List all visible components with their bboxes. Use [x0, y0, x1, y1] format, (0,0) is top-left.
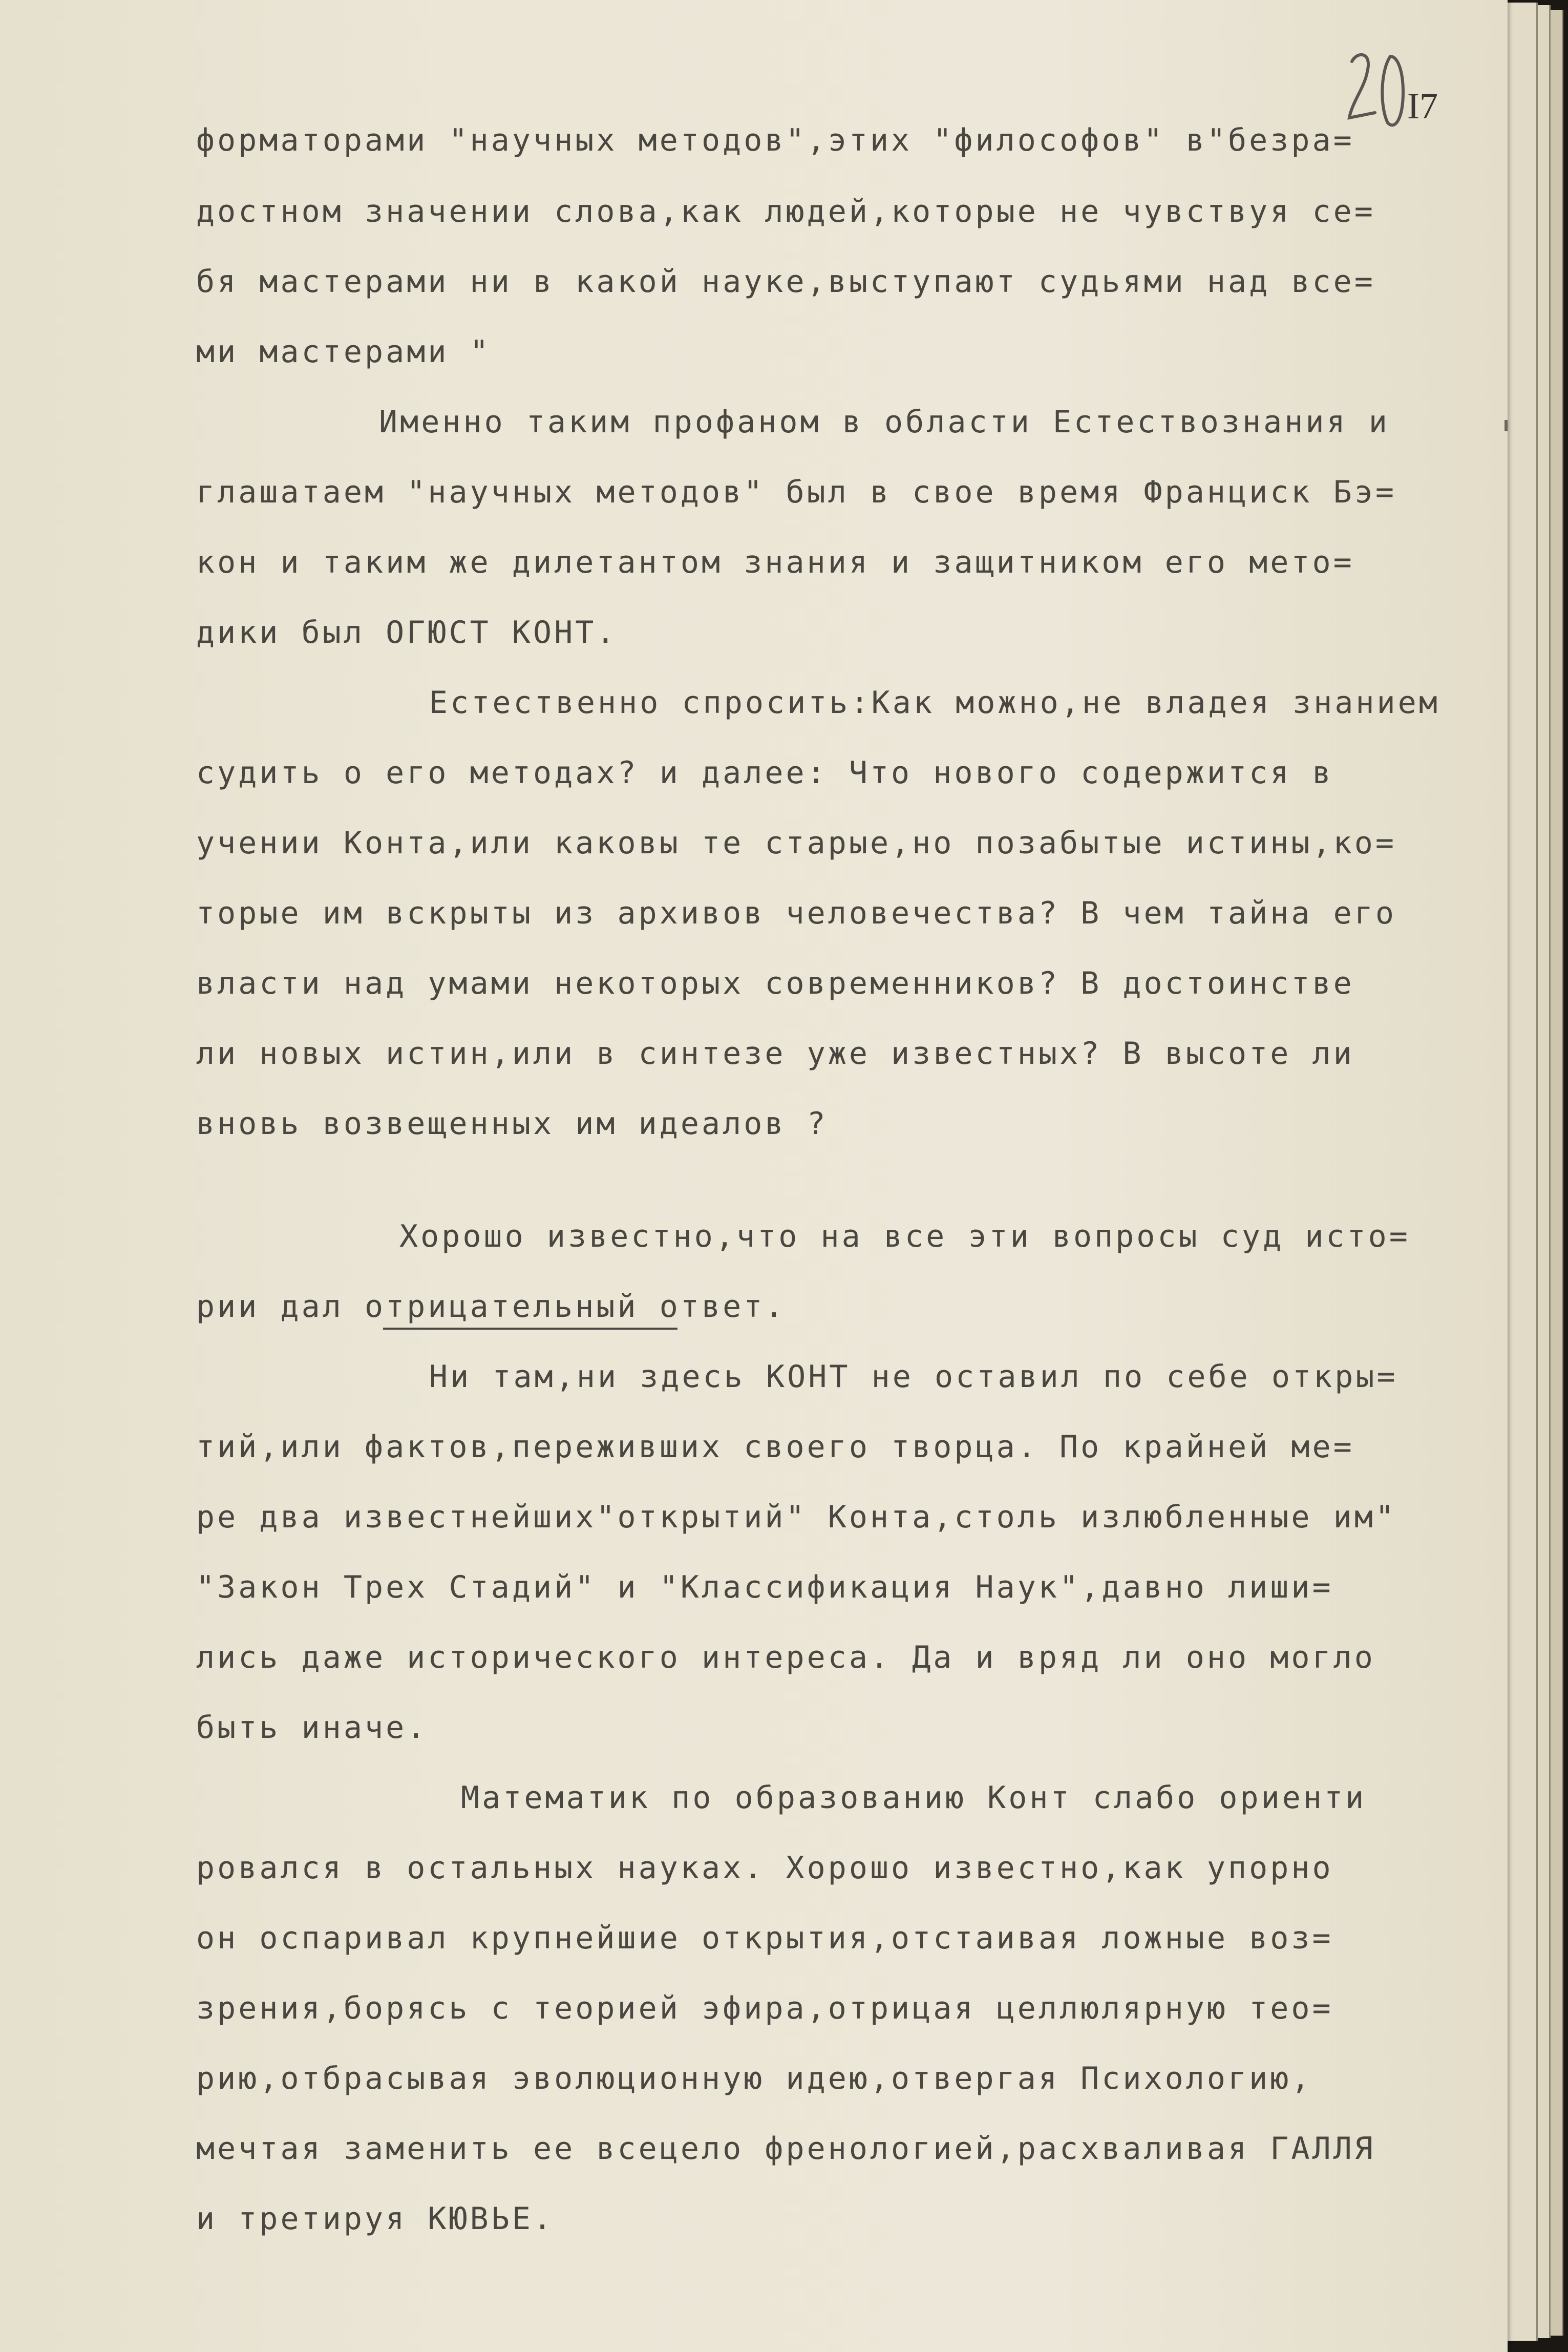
- page-number: I7: [1407, 86, 1438, 127]
- margin-mark: [1505, 420, 1508, 431]
- text-line: он оспаривал крупнейшие открытия,отстаивая ложные воз=: [196, 1920, 1333, 1956]
- text-line: "Закон Трех Стадий" и "Классификация Наук",давно лиши=: [196, 1569, 1333, 1605]
- text-line: Математик по образованию Конт слабо ориенти: [461, 1780, 1367, 1816]
- text-line: Ни там,ни здесь КОНТ не оставил по себе откры=: [429, 1359, 1398, 1395]
- text-line: власти над умами некоторых современников? В достоинстве: [196, 965, 1354, 1001]
- text-line: учении Конта,или каковы те старые,но позабытые истины,ко=: [196, 825, 1397, 861]
- text-line: мечтая заменить ее всецело френологией,расхваливая ГАЛЛЯ: [196, 2131, 1375, 2167]
- text-line: бя мастерами ни в какой науке,выступают судьями над все=: [196, 264, 1375, 300]
- text-line: рии дал отрицательный ответ.: [196, 1289, 786, 1325]
- text-line: Хорошо известно,что на все эти вопросы суд исто=: [399, 1219, 1410, 1254]
- text-line: и третируя КЮВЬЕ.: [196, 2201, 555, 2237]
- text-line: ми мастерами ": [196, 334, 491, 370]
- text-line: глашатаем "научных методов" был в свое время Франциск Бэ=: [196, 474, 1397, 510]
- text-line: лись даже исторического интереса. Да и вряд ли оно могло: [196, 1640, 1375, 1675]
- text-line: достном значении слова,как людей,которые не чувствуя се=: [196, 194, 1375, 229]
- text-line: быть иначе.: [196, 1710, 428, 1746]
- text-line: ли новых истин,или в синтезе уже известных? В высоте ли: [196, 1036, 1354, 1072]
- text-line: ровался в остальных науках. Хорошо известно,как упорно: [196, 1850, 1333, 1886]
- underline-mark: [383, 1328, 677, 1330]
- text-line: рию,отбрасывая эволюционную идею,отвергая Психологию,: [196, 2061, 1312, 2096]
- text-line: тий,или фактов,переживших своего творца. По крайней ме=: [196, 1429, 1354, 1465]
- text-line: Естественно спросить:Как можно,не владея знанием: [429, 685, 1440, 721]
- text-line: Именно таким профаном в области Естествознания и: [379, 404, 1390, 440]
- text-line: дики был ОГЮСТ КОНТ.: [196, 615, 618, 650]
- text-line: зрения,борясь с теорией эфира,отрицая целлюлярную тео=: [196, 1990, 1333, 2026]
- text-line: форматорами "научных методов",этих "философов" в"безра=: [196, 122, 1354, 158]
- text-line: вновь возвещенных им идеалов ?: [196, 1106, 828, 1142]
- text-line: торые им вскрыты из архивов человечества? В чем тайна его: [196, 895, 1397, 931]
- text-line: ре два известнейших"открытий" Конта,столь излюбленные им": [196, 1499, 1397, 1535]
- text-line: кон и таким же дилетантом знания и защитником его мето=: [196, 544, 1354, 580]
- text-line: судить о его методах? и далее: Что нового содержится в: [196, 755, 1333, 791]
